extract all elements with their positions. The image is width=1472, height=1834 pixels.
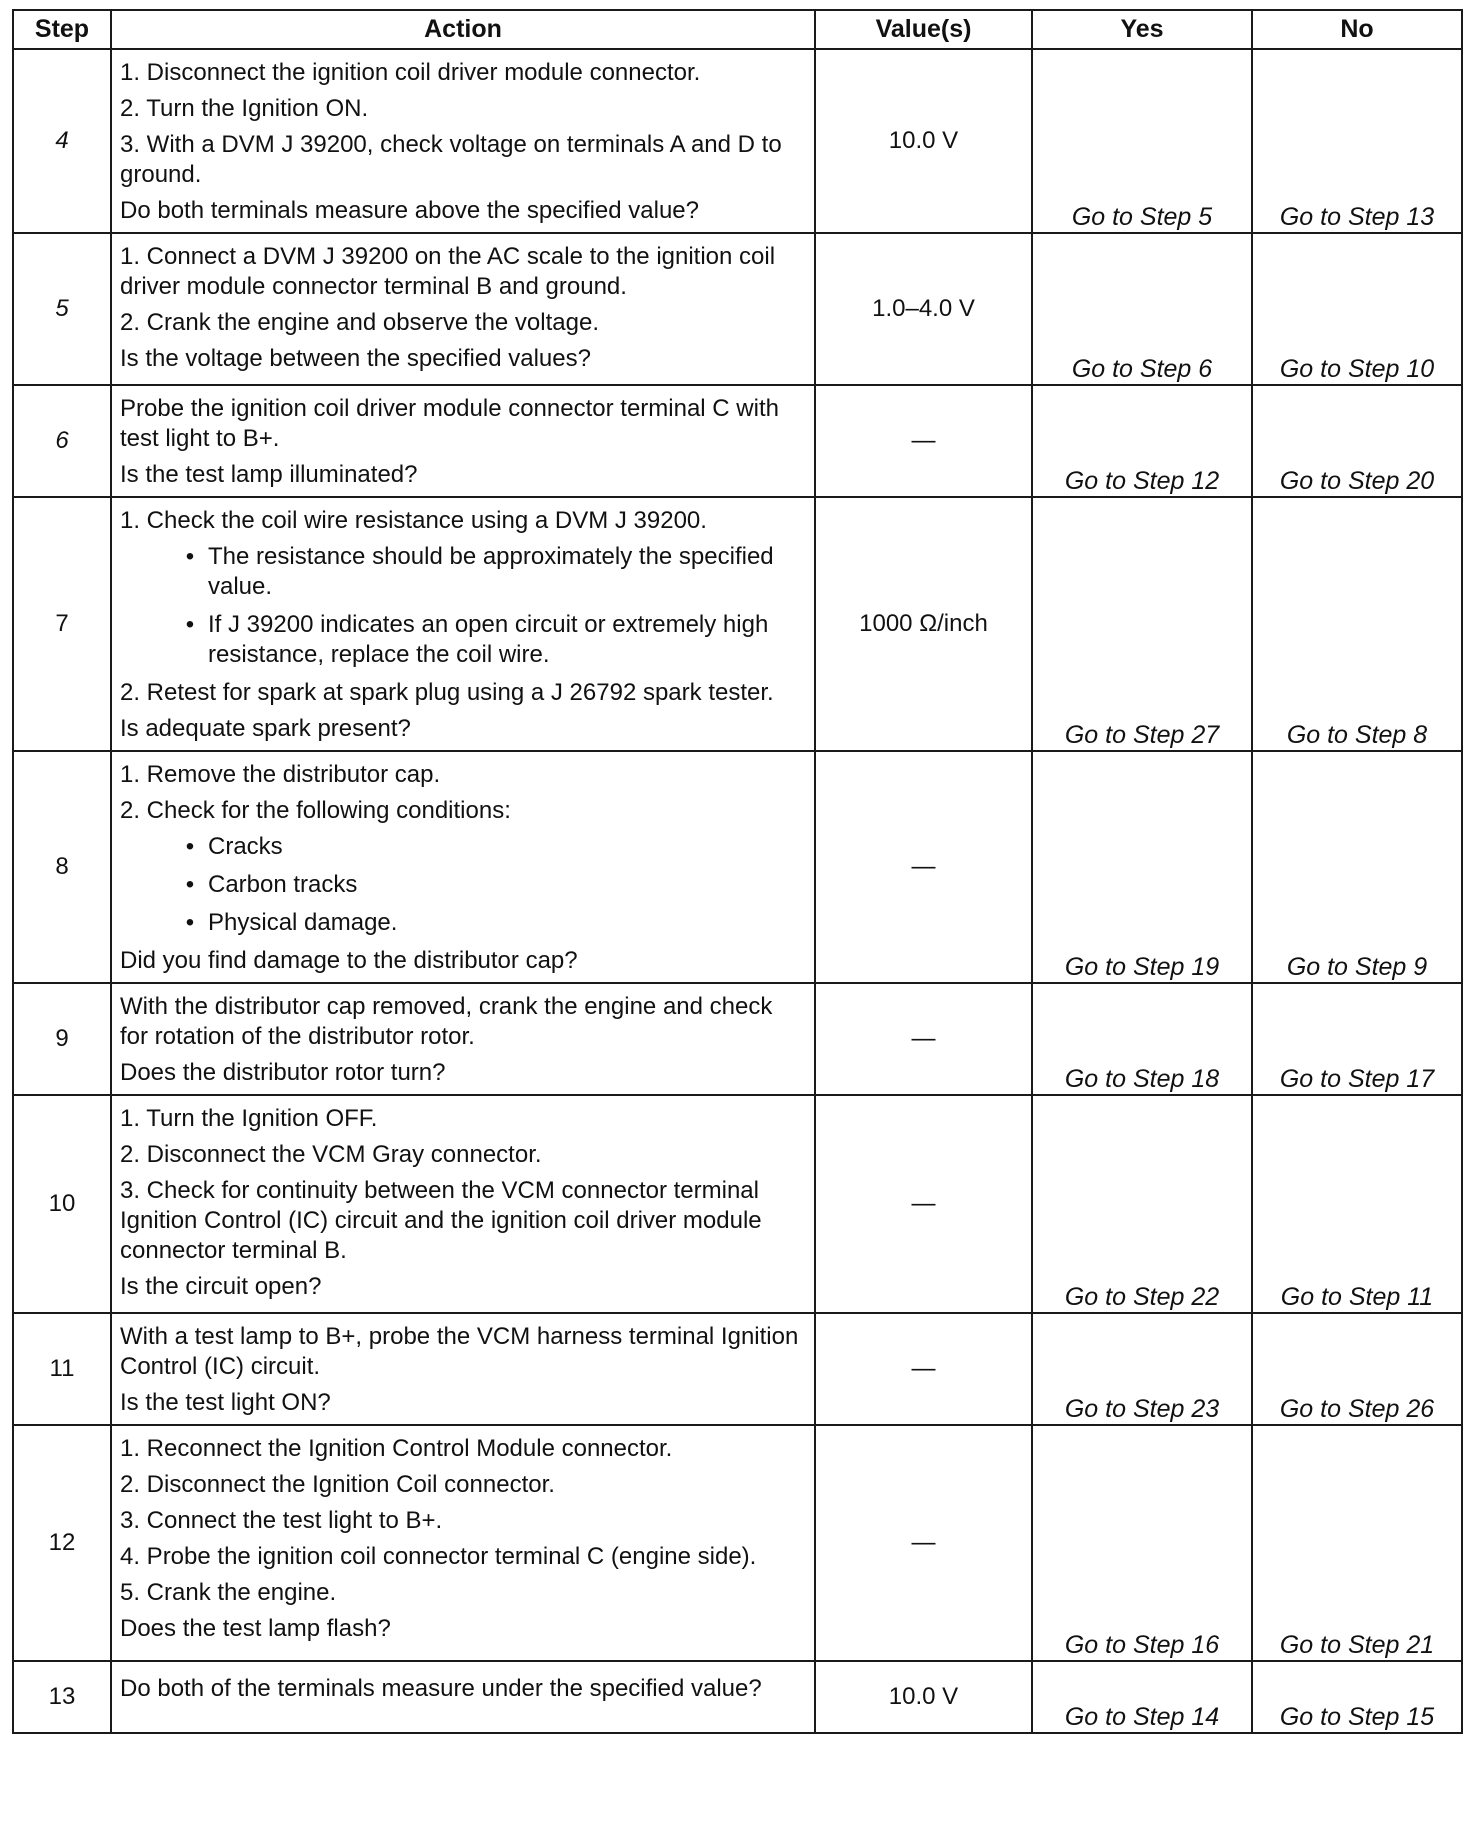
header-yes: Yes (1032, 10, 1252, 49)
bullet-icon: • (185, 543, 195, 570)
no-cell: Go to Step 17 (1252, 983, 1462, 1095)
table-row (13, 385, 1462, 497)
action-question: Is the test light ON? (120, 1389, 331, 1416)
action-item: 3. With a DVM J 39200, check voltage on terminals A and D to ground. (120, 131, 782, 188)
bullet-item (172, 610, 804, 670)
step-number: 8 (13, 751, 111, 983)
value-cell: 10.0 V (815, 1661, 1032, 1733)
table-row (13, 233, 1462, 385)
header-values: Value(s) (815, 10, 1032, 49)
table-row (13, 497, 1462, 751)
action-item: 4. Probe the ignition coil connector terminal C (engine side). (120, 1543, 757, 1570)
no-cell: Go to Step 10 (1252, 233, 1462, 385)
action-question: Does the test lamp flash? (120, 1615, 391, 1642)
header-no: No (1252, 10, 1462, 49)
table-row (13, 983, 1462, 1095)
yes-cell: Go to Step 18 (1032, 983, 1252, 1095)
action-item: 1. Check the coil wire resistance using a DVM J 39200. (120, 507, 707, 534)
action-cell (111, 983, 815, 1095)
no-cell: Go to Step 15 (1252, 1661, 1462, 1733)
value-cell: — (815, 1313, 1032, 1425)
table-row (13, 1425, 1462, 1661)
action-item: 1. Connect a DVM J 39200 on the AC scale to the ignition coil driver module connector terminal B and ground. (120, 243, 776, 300)
action-item: 2. Retest for spark at spark plug using a J 26792 spark tester. (120, 679, 774, 706)
yes-cell: Go to Step 23 (1032, 1313, 1252, 1425)
step-number: 12 (13, 1425, 111, 1661)
step-number: 5 (13, 233, 111, 385)
bullet-icon: • (185, 833, 195, 860)
bullet-text: Physical damage. (208, 909, 398, 936)
action-item: 2. Crank the engine and observe the voltage. (120, 309, 599, 336)
action-item: 3. Check for continuity between the VCM connector terminal Ignition Control (IC) circuit and the ignition coil driver module connector terminal B. (120, 1177, 762, 1264)
action-text: With a test lamp to B+, probe the VCM harness terminal Ignition Control (IC) circuit. (120, 1323, 799, 1380)
value-cell: 1000 Ω/inch (815, 497, 1032, 751)
bullet-text: Cracks (208, 833, 283, 860)
step-number: 7 (13, 497, 111, 751)
action-question: Does the distributor rotor turn? (120, 1059, 446, 1086)
action-text: With the distributor cap removed, crank the engine and check for rotation of the distributor rotor. (120, 993, 773, 1050)
table-row (13, 1095, 1462, 1313)
action-item: 2. Disconnect the VCM Gray connector. (120, 1141, 542, 1168)
value-cell: — (815, 983, 1032, 1095)
no-cell: Go to Step 11 (1252, 1095, 1462, 1313)
action-item: 2. Disconnect the Ignition Coil connector. (120, 1471, 555, 1498)
action-question: Did you find damage to the distributor cap? (120, 947, 578, 974)
action-question: Do both terminals measure above the specified value? (120, 197, 699, 224)
action-cell (111, 1425, 815, 1661)
no-cell: Go to Step 21 (1252, 1425, 1462, 1661)
step-number: 13 (13, 1661, 111, 1733)
step-number: 4 (13, 49, 111, 233)
yes-cell: Go to Step 12 (1032, 385, 1252, 497)
header-action: Action (111, 10, 815, 49)
bullet-icon: • (185, 611, 195, 638)
yes-cell: Go to Step 6 (1032, 233, 1252, 385)
action-cell (111, 233, 815, 385)
value-cell: — (815, 751, 1032, 983)
action-question: Is the voltage between the specified values? (120, 345, 591, 372)
value-cell: — (815, 385, 1032, 497)
bullet-item (172, 542, 804, 602)
yes-cell: Go to Step 16 (1032, 1425, 1252, 1661)
table-row (13, 1313, 1462, 1425)
action-item: 1. Disconnect the ignition coil driver module connector. (120, 59, 701, 86)
bullet-text: The resistance should be approximately the specified value. (208, 543, 774, 600)
action-item: 1. Remove the distributor cap. (120, 761, 441, 788)
bullet-text: If J 39200 indicates an open circuit or extremely high resistance, replace the coil wire. (208, 611, 769, 668)
value-cell: 1.0–4.0 V (815, 233, 1032, 385)
diagnostic-table (12, 9, 1463, 1734)
bullet-item (172, 832, 804, 862)
action-question: Do both of the terminals measure under the specified value? (120, 1675, 762, 1702)
bullet-item (172, 870, 804, 900)
action-cell (111, 1313, 815, 1425)
action-cell (111, 1095, 815, 1313)
yes-cell: Go to Step 5 (1032, 49, 1252, 233)
yes-cell: Go to Step 27 (1032, 497, 1252, 751)
action-cell (111, 751, 815, 983)
action-cell (111, 1661, 815, 1733)
yes-cell: Go to Step 14 (1032, 1661, 1252, 1733)
action-cell (111, 497, 815, 751)
no-cell: Go to Step 9 (1252, 751, 1462, 983)
yes-cell: Go to Step 22 (1032, 1095, 1252, 1313)
action-item: 2. Turn the Ignition ON. (120, 95, 369, 122)
no-cell: Go to Step 26 (1252, 1313, 1462, 1425)
no-cell: Go to Step 13 (1252, 49, 1462, 233)
step-number: 6 (13, 385, 111, 497)
action-text: Probe the ignition coil driver module connector terminal C with test light to B+. (120, 395, 779, 452)
value-cell: — (815, 1095, 1032, 1313)
action-cell (111, 49, 815, 233)
action-question: Is adequate spark present? (120, 715, 411, 742)
table-row (13, 751, 1462, 983)
yes-cell: Go to Step 19 (1032, 751, 1252, 983)
bullet-text: Carbon tracks (208, 871, 358, 898)
bullet-icon: • (185, 871, 195, 898)
action-item: 3. Connect the test light to B+. (120, 1507, 443, 1534)
no-cell: Go to Step 8 (1252, 497, 1462, 751)
action-question: Is the test lamp illuminated? (120, 461, 418, 488)
step-number: 11 (13, 1313, 111, 1425)
bullet-item (172, 908, 804, 938)
header-step: Step (13, 10, 111, 49)
action-item: 1. Reconnect the Ignition Control Module connector. (120, 1435, 673, 1462)
header-row (13, 10, 1462, 49)
step-number: 9 (13, 983, 111, 1095)
bullet-icon: • (185, 909, 195, 936)
no-cell: Go to Step 20 (1252, 385, 1462, 497)
action-cell (111, 385, 815, 497)
table-row (13, 49, 1462, 233)
value-cell: 10.0 V (815, 49, 1032, 233)
action-item: 5. Crank the engine. (120, 1579, 337, 1606)
value-cell: — (815, 1425, 1032, 1661)
action-item: 1. Turn the Ignition OFF. (120, 1105, 378, 1132)
step-number: 10 (13, 1095, 111, 1313)
action-item: 2. Check for the following conditions: (120, 797, 511, 824)
action-question: Is the circuit open? (120, 1273, 322, 1300)
table-row (13, 1661, 1462, 1733)
